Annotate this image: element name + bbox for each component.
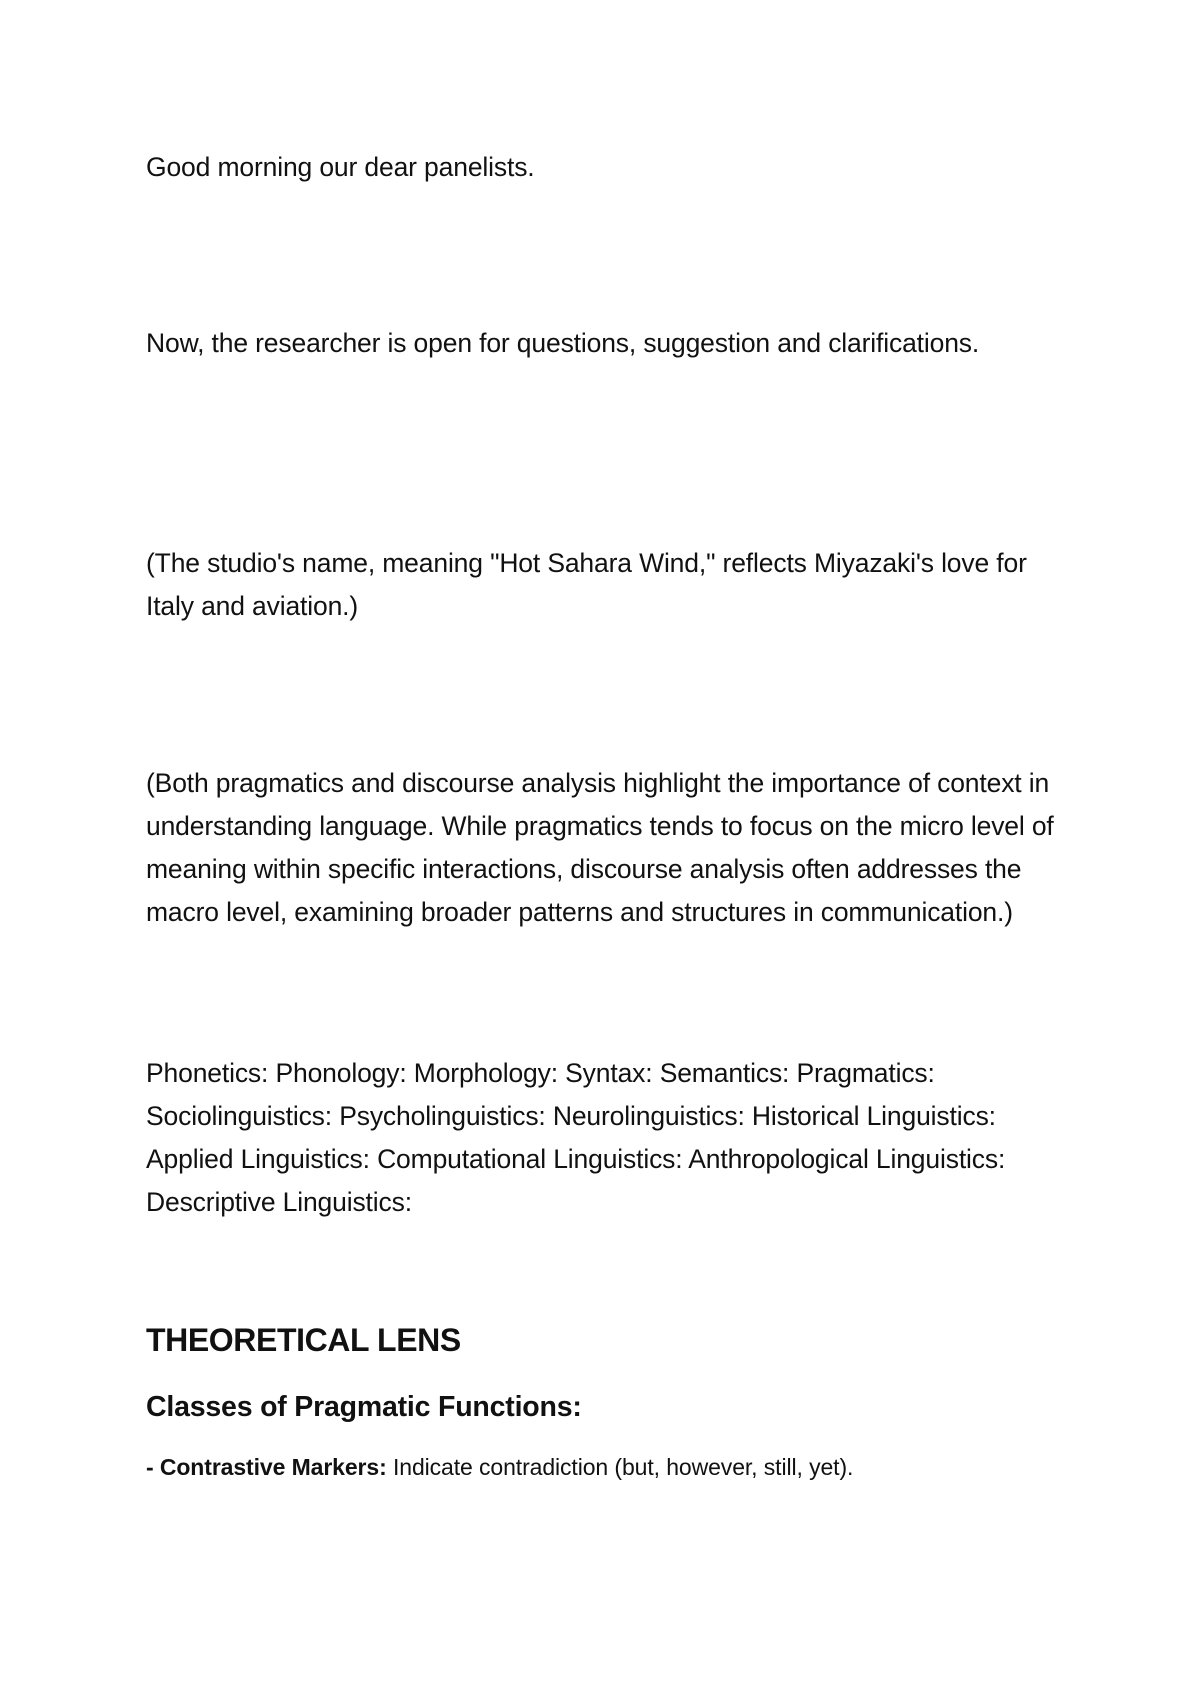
bullet-label: - Contrastive Markers: <box>146 1454 387 1480</box>
linguistics-fields-paragraph: Phonetics: Phonology: Morphology: Syntax: Semantics: Pragmatics: Sociolinguistics: Psycholinguistics: Neurolinguistics: Historical Linguistics: Applied Linguistics: Computational Linguistics: Anthropological Linguistics: Descriptive Linguistics: <box>146 1058 1006 1217</box>
section-heading: THEORETICAL LENS <box>146 1322 461 1358</box>
studio-note-paragraph: (The studio's name, meaning "Hot Sahara Wind," reflects Miyazaki's love for Italy and aviation.) <box>146 548 1027 621</box>
greeting-paragraph: Good morning our dear panelists. <box>146 152 535 182</box>
bullet-item <box>146 1450 1066 1484</box>
pragmatics-note-paragraph: (Both pragmatics and discourse analysis highlight the importance of context in understanding language. While pragmatics tends to focus on the micro level of meaning within specific interactions, discourse analysis often addresses the macro level, examining broader patterns and structures in communication.) <box>146 768 1054 927</box>
questions-paragraph: Now, the researcher is open for questions, suggestion and clarifications. <box>146 328 980 358</box>
bullet-text: Indicate contradiction (but, however, still, yet). <box>386 1454 854 1480</box>
subheading: Classes of Pragmatic Functions: <box>146 1391 582 1423</box>
